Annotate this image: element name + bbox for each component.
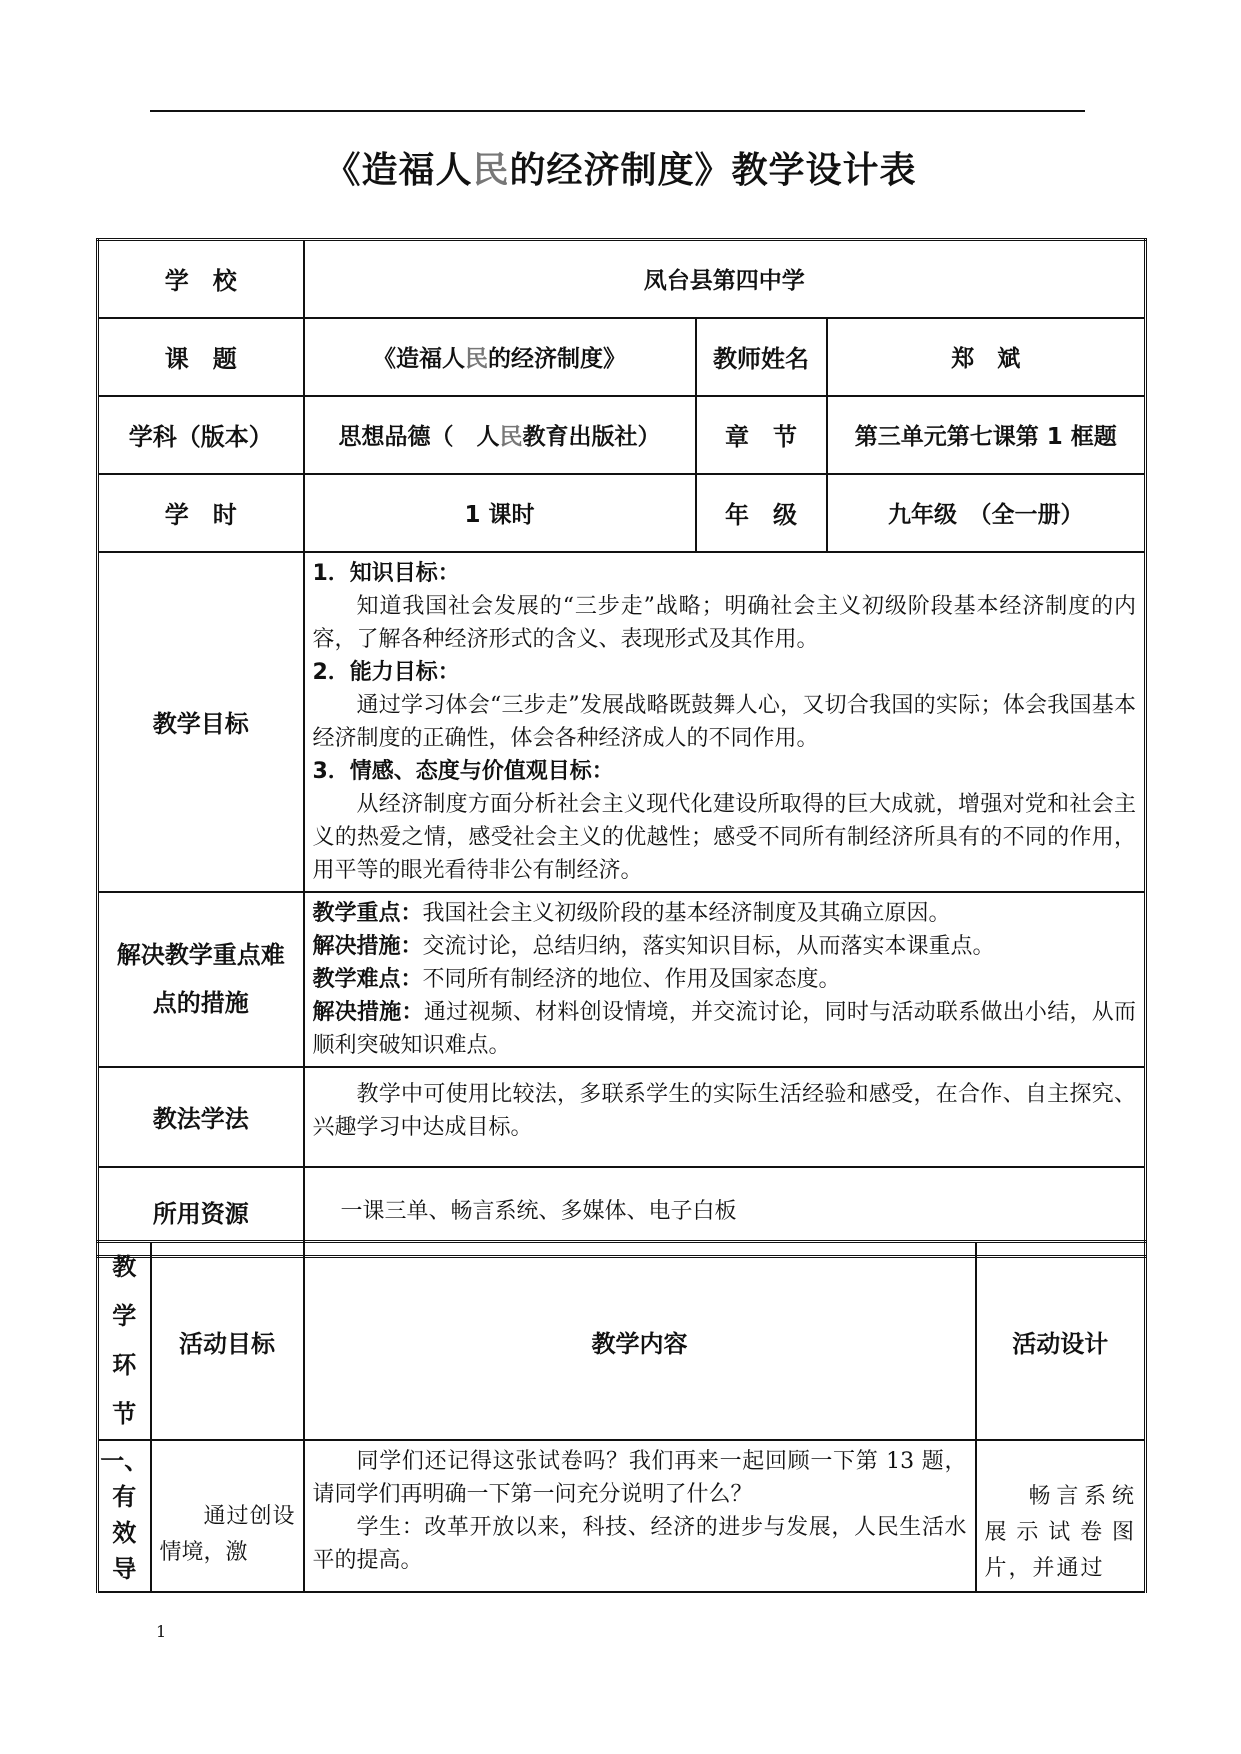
content-header: 教学内容 [304, 1242, 976, 1441]
topic-row [98, 318, 1146, 396]
subject-row [98, 396, 1146, 474]
topic-value: 《造福人民的经济制度》 [304, 318, 696, 396]
knowledge-goal-text: 知道我国社会发展的“三步走”战略；明确社会主义初级阶段基本经济制度的内容，了解各种经济形式的含义、表现形式及其作用。 [312, 593, 1136, 652]
school-value: 凤台县第四中学 [304, 240, 1146, 318]
page-title: 《造福人民的经济制度》教学设计表 [324, 150, 917, 191]
goals-content [304, 552, 1146, 892]
period-value: 1 课时 [304, 474, 696, 552]
stage-1-design: 畅言系统展示试卷图片，并通过 [976, 1440, 1146, 1592]
school-row [98, 240, 1146, 318]
measures-label: 解决教学重点难 点的措施 [98, 892, 304, 1067]
grade-value: 九年级 （全一册） [827, 474, 1146, 552]
resources-label: 所用资源 [98, 1167, 304, 1257]
subject-value: 思想品德（ 人民教育出版社） [304, 396, 696, 474]
stage-header: 教 学 环 节 [98, 1242, 151, 1441]
period-row [98, 474, 1146, 552]
process-header-row [98, 1242, 1146, 1441]
key-measure: 解决措施：交流讨论，总结归纳，落实知识目标，从而落实本课重点。 [312, 933, 995, 959]
methods-label: 教法学法 [98, 1067, 304, 1167]
goals-label: 教学目标 [98, 552, 304, 892]
subject-label: 学科（版本） [98, 396, 304, 474]
knowledge-goal-heading: 1．知识目标： [312, 560, 460, 586]
process-row-1 [98, 1440, 1146, 1592]
school-label: 学 校 [98, 240, 304, 318]
methods-text: 教学中可使用比较法，多联系学生的实际生活经验和感受，在合作、自主探究、兴趣学习中达成目标。 [312, 1081, 1136, 1140]
design-header: 活动设计 [976, 1242, 1146, 1441]
resources-text: 一课三单、畅言系统、多媒体、电子白板 [340, 1198, 737, 1224]
lesson-info-table [96, 238, 1147, 1258]
methods-content [304, 1067, 1146, 1167]
topic-label: 课 题 [98, 318, 304, 396]
teacher-label: 教师姓名 [696, 318, 827, 396]
methods-row [98, 1067, 1146, 1167]
period-label: 学 时 [98, 474, 304, 552]
ability-goal-heading: 2．能力目标： [312, 659, 460, 685]
teaching-process-table [96, 1240, 1147, 1593]
measures-content [304, 892, 1146, 1067]
stage-1-content: 同学们还记得这张试卷吗？我们再来一起回顾一下第 13 题，请同学们再明确一下第一问充分说明了什么？ 学生：改革开放以来，科技、经济的进步与发展，人民生活水平的提高。 [304, 1440, 976, 1592]
measures-row [98, 892, 1146, 1067]
difficult-measure: 解决措施：通过视频、材料创设情境，并交流讨论，同时与活动联系做出小结，从而顺利突破知识难点。 [312, 999, 1136, 1058]
difficult-point: 教学难点：不同所有制经济的地位、作用及国家态度。 [312, 966, 841, 992]
stage-1-goal: 通过创设情境，激 [151, 1440, 304, 1592]
chapter-label: 章 节 [696, 396, 827, 474]
key-point: 教学重点：我国社会主义初级阶段的基本经济制度及其确立原因。 [312, 900, 951, 926]
grade-label: 年 级 [696, 474, 827, 552]
attitude-goal-text: 从经济制度方面分析社会主义现代化建设所取得的巨大成就，增强对党和社会主义的热爱之情，感受社会主义的优越性；感受不同所有制经济所具有的不同的作用，用平等的眼光看待非公有制经济。 [312, 791, 1136, 883]
chapter-value: 第三单元第七课第 1 框题 [827, 396, 1146, 474]
goals-row [98, 552, 1146, 892]
header-rule [150, 110, 1085, 112]
teacher-value: 郑 斌 [827, 318, 1146, 396]
ability-goal-text: 通过学习体会“三步走”发展战略既鼓舞人心，又切合我国的实际；体会我国基本经济制度的正确性，体会各种经济成人的不同作用。 [312, 692, 1136, 751]
attitude-goal-heading: 3．情感、态度与价值观目标： [312, 758, 614, 784]
goal-header: 活动目标 [151, 1242, 304, 1441]
page-number: 1 [156, 1622, 167, 1641]
stage-1-cell: 一、 有 效 导 [98, 1440, 151, 1592]
